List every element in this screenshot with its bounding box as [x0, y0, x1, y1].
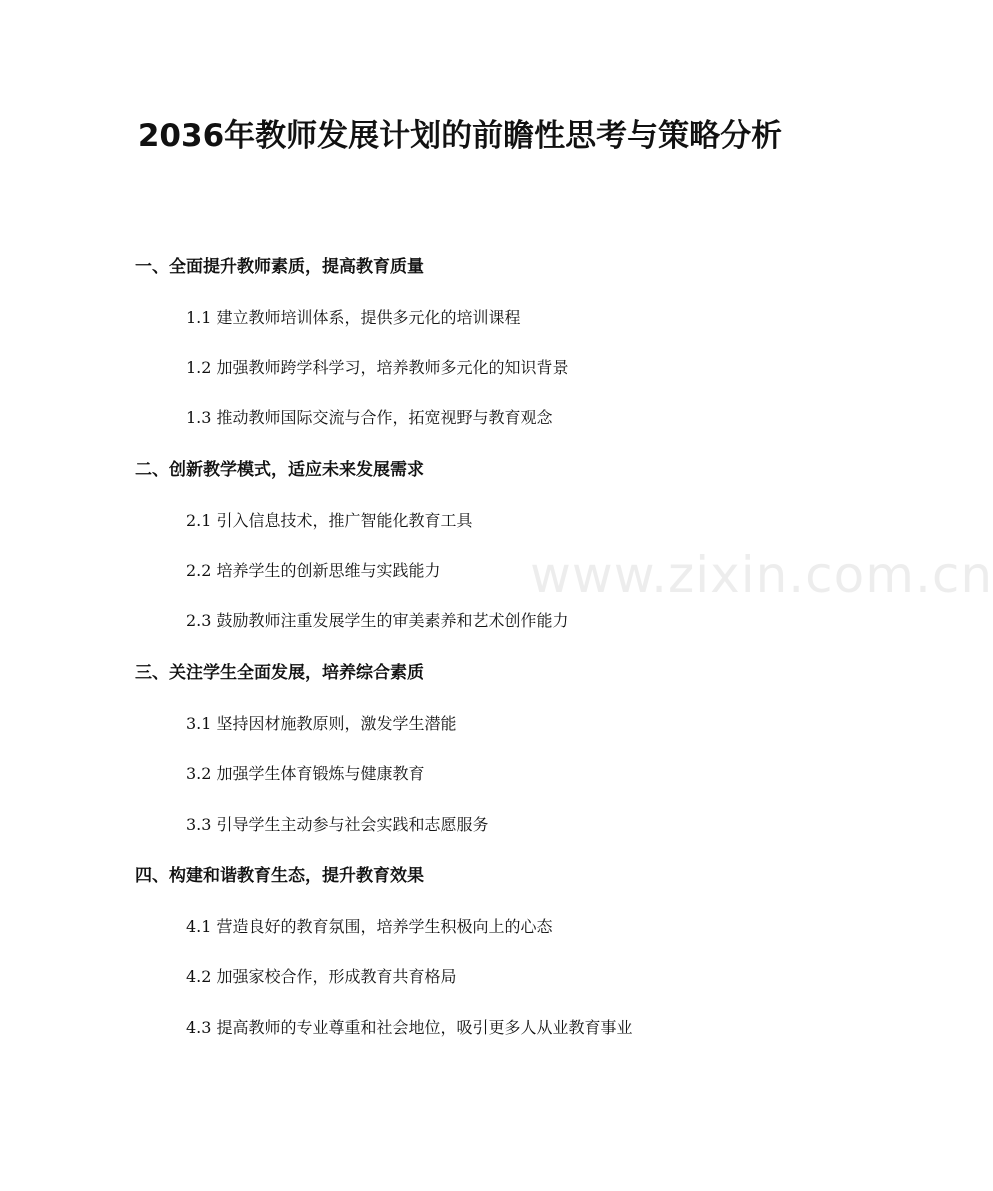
page-title: 2036年教师发展计划的前瞻性思考与策略分析	[137, 118, 783, 154]
section-4-item-2: 4.2 加强家校合作，形成教育共育格局	[186, 967, 457, 986]
section-4-item-3: 4.3 提高教师的专业尊重和社会地位，吸引更多人从业教育事业	[186, 1018, 633, 1037]
watermark: www.zixin.com.cn	[530, 546, 993, 604]
section-1-item-1: 1.1 建立教师培训体系，提供多元化的培训课程	[186, 308, 521, 327]
section-3-item-3: 3.3 引导学生主动参与社会实践和志愿服务	[186, 815, 489, 834]
section-heading-4: 四、构建和谐教育生态，提升教育效果	[135, 866, 424, 886]
section-3-item-1: 3.1 坚持因材施教原则，激发学生潜能	[186, 714, 457, 733]
section-3-item-2: 3.2 加强学生体育锻炼与健康教育	[186, 764, 425, 783]
section-heading-3: 三、关注学生全面发展，培养综合素质	[135, 663, 424, 683]
section-2-item-3: 2.3 鼓励教师注重发展学生的审美素养和艺术创作能力	[186, 611, 569, 630]
section-2-item-2: 2.2 培养学生的创新思维与实践能力	[186, 561, 441, 580]
section-heading-1: 一、全面提升教师素质，提高教育质量	[135, 257, 424, 277]
section-2-item-1: 2.1 引入信息技术，推广智能化教育工具	[186, 511, 473, 530]
section-1-item-2: 1.2 加强教师跨学科学习，培养教师多元化的知识背景	[186, 358, 569, 377]
section-1-item-3: 1.3 推动教师国际交流与合作，拓宽视野与教育观念	[186, 408, 553, 427]
section-heading-2: 二、创新教学模式，适应未来发展需求	[135, 460, 424, 480]
section-4-item-1: 4.1 营造良好的教育氛围，培养学生积极向上的心态	[186, 917, 553, 936]
